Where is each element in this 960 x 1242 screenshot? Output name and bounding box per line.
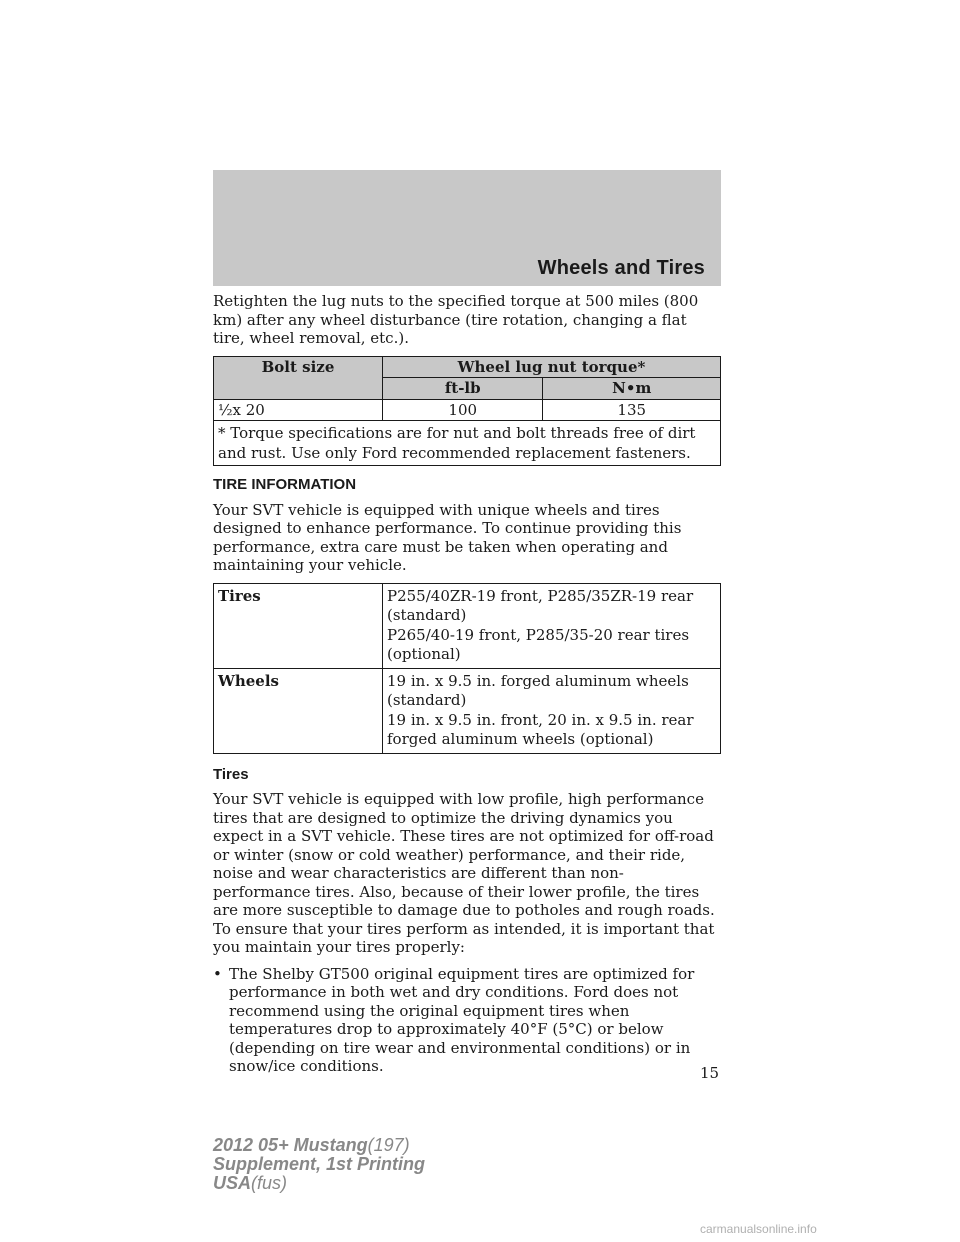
tire-information-paragraph: Your SVT vehicle is equipped with unique wheels and tires designed to enhance performance. To continue providing this performance, extra care must be taken when operating and maintaining your vehicle. xyxy=(213,500,682,574)
torque-header-torque: Wheel lug nut torque* xyxy=(383,356,721,378)
tire-information-heading: TIRE INFORMATION xyxy=(213,476,357,493)
bullet-text: The Shelby GT500 original equipment tires are optimized for performance in both wet and dry conditions. Ford does not recommend using the original equipment tires when temperatures drop to approximately 40°F (5°C) or below (depending on tire wear and environmental conditions) or in snow/ice conditions. xyxy=(229,964,695,1075)
torque-header-ftlb: ft-lb xyxy=(383,378,543,400)
spec-wheels-optional: 19 in. x 9.5 in. front, 20 in. x 9.5 in. rear forged aluminum wheels (optional) xyxy=(387,710,694,748)
footer-region: USA xyxy=(213,1173,252,1193)
spec-wheels-standard: 19 in. x 9.5 in. forged aluminum wheels (standard) xyxy=(387,671,689,709)
torque-table xyxy=(213,356,721,467)
intro-paragraph: Retighten the lug nuts to the specified torque at 500 miles (800 km) after any wheel disturbance (tire rotation, changing a flat tire, wheel removal, etc.). xyxy=(213,292,699,347)
section-header-band xyxy=(213,170,721,286)
spec-label-tires: Tires xyxy=(214,583,383,668)
footer-model: 2012 05+ Mustang xyxy=(213,1135,368,1155)
torque-cell-bolt: ½x 20 xyxy=(214,399,383,421)
footer-printing: Supplement, 1st Printing xyxy=(213,1154,426,1174)
print-footer xyxy=(213,1136,425,1193)
footer-model-code: (197) xyxy=(367,1135,410,1155)
spec-label-wheels: Wheels xyxy=(214,668,383,753)
watermark-text: carmanualsonline.info xyxy=(700,1222,817,1236)
torque-footnote: * Torque specifications are for nut and bolt threads free of dirt and rust. Use only Ford recommended replacement fasteners. xyxy=(214,421,721,466)
page-content xyxy=(213,292,721,1076)
table-row xyxy=(214,583,721,668)
table-row xyxy=(214,668,721,753)
torque-cell-nm: 135 xyxy=(543,399,721,421)
spec-tires-optional: P265/40-19 front, P285/35-20 rear tires (optional) xyxy=(387,625,690,663)
tires-paragraph: Your SVT vehicle is equipped with low profile, high performance tires that are designed to optimize the driving dynamics you expect in a SVT vehicle. These tires are not optimized for off-road or winter (snow or cold weather) performance, and their ride, noise and wear characteristics are different than non-performance tires. Also, because of their lower profile, the tires are more susceptible to damage due to potholes and rough roads. To ensure that your tires perform as intended, it is important that you maintain your tires properly: xyxy=(213,790,715,956)
section-title: Wheels and Tires xyxy=(537,257,705,279)
table-row xyxy=(214,399,721,421)
spec-value-tires xyxy=(383,583,721,668)
footer-region-code: (fus) xyxy=(251,1173,288,1193)
tires-subheading: Tires xyxy=(213,765,249,783)
torque-cell-ftlb: 100 xyxy=(383,399,543,421)
tires-bullet-list xyxy=(213,965,721,1076)
page-number: 15 xyxy=(700,1064,720,1082)
torque-header-nm: N•m xyxy=(543,378,721,400)
tire-wheel-spec-table xyxy=(213,583,721,754)
bullet-icon: • xyxy=(213,964,222,983)
list-item xyxy=(213,965,721,1076)
spec-tires-standard: P255/40ZR-19 front, P285/35ZR-19 rear (standard) xyxy=(387,586,694,624)
torque-header-bolt: Bolt size xyxy=(214,356,383,399)
spec-value-wheels xyxy=(383,668,721,753)
